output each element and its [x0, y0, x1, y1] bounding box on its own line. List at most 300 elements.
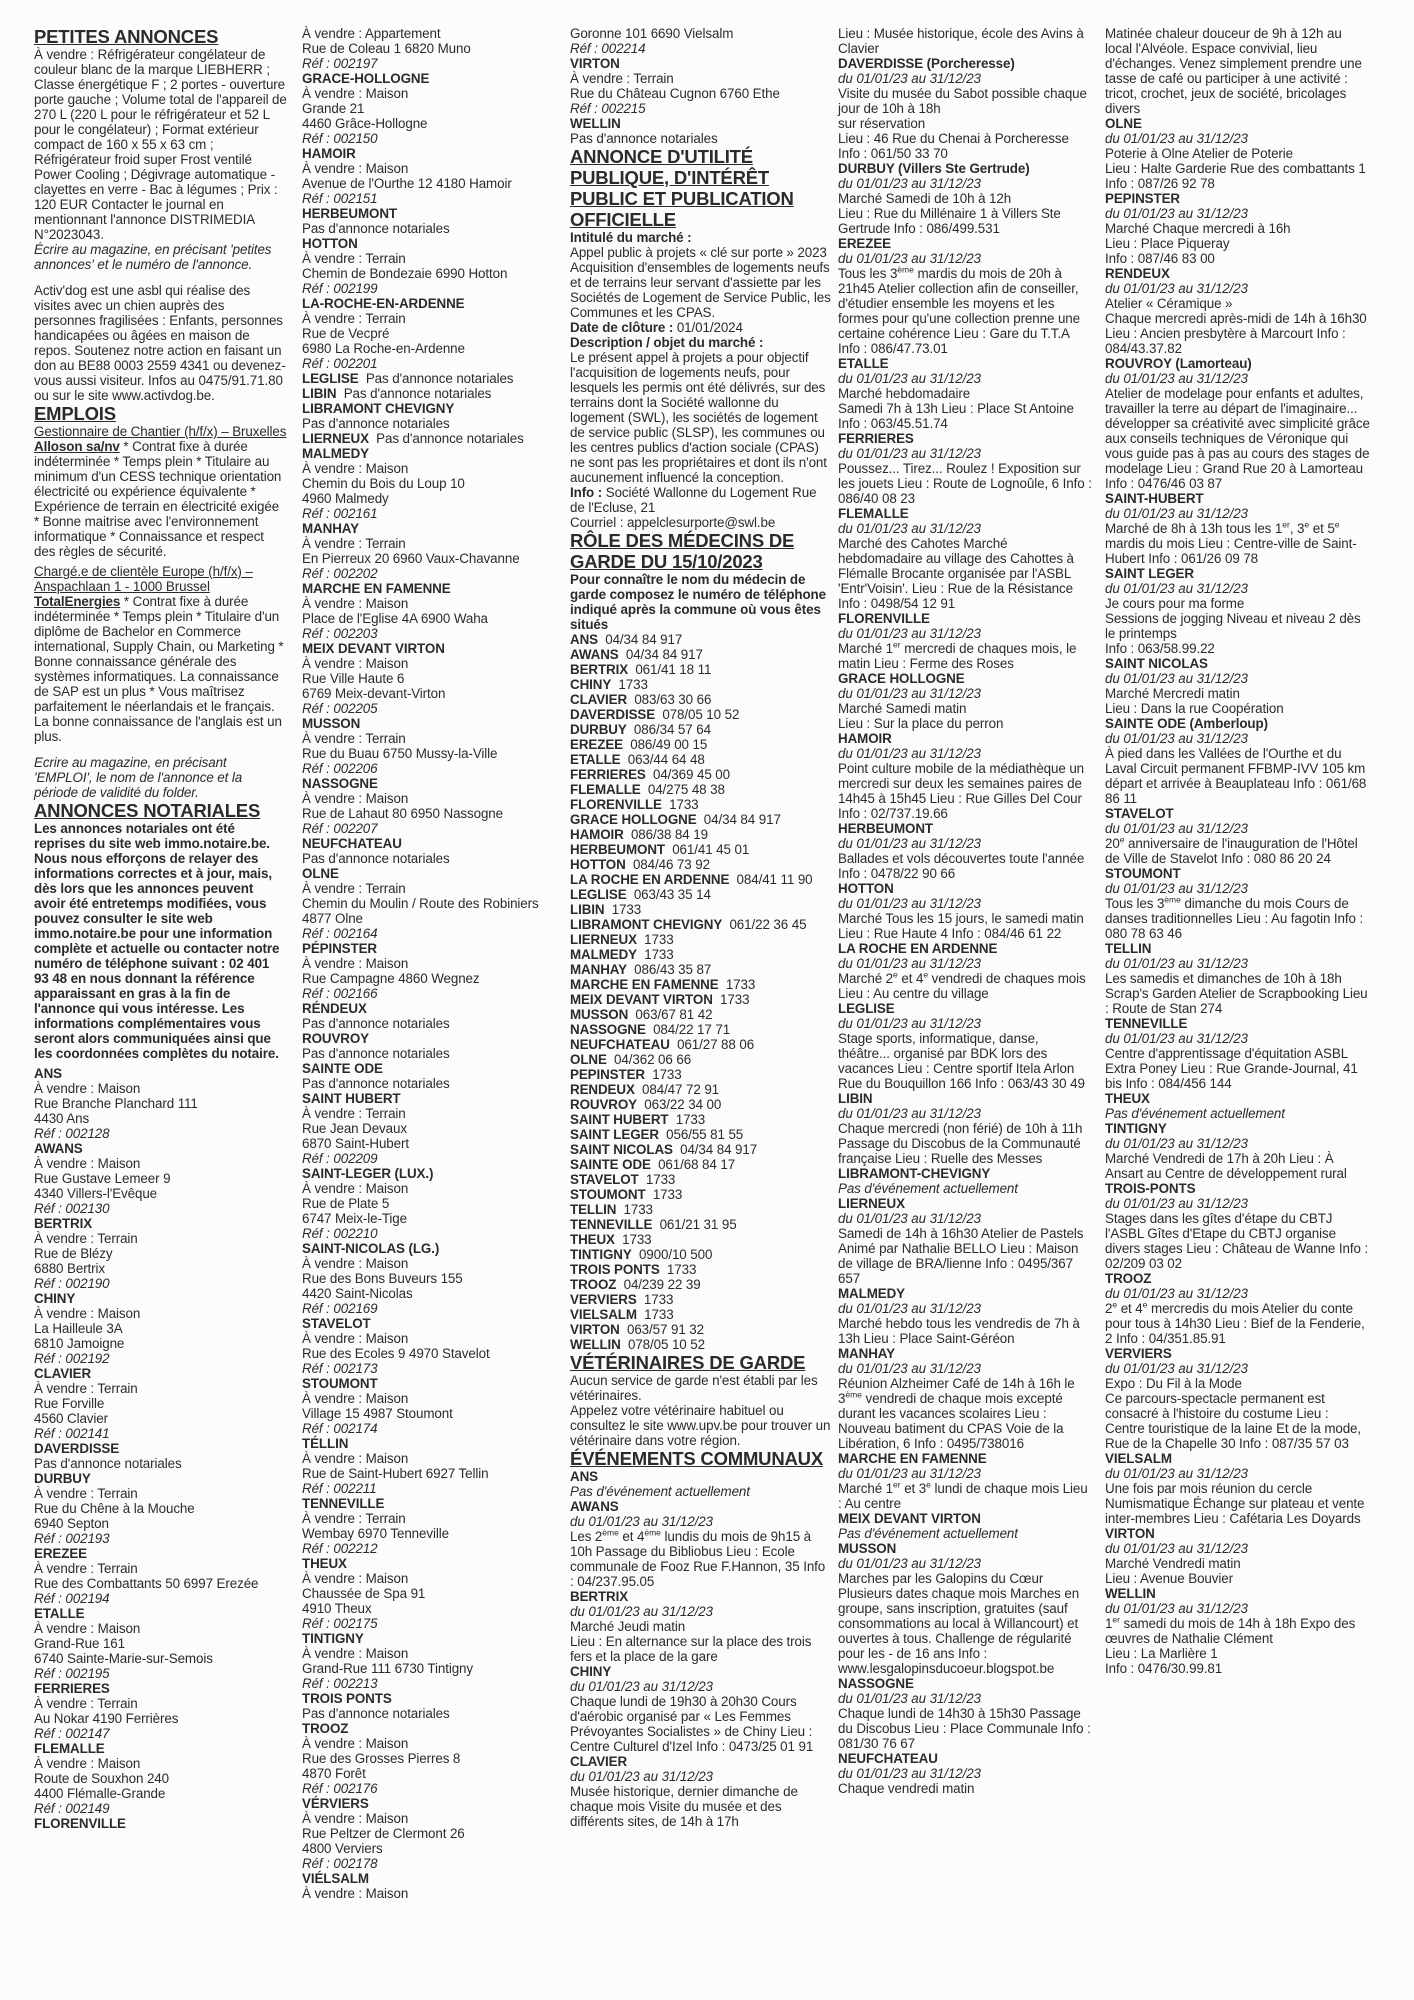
inline-row: DAVERDISSE 078/05 10 52	[570, 707, 740, 722]
ref-number: Réf : 002169	[302, 1301, 378, 1316]
paragraph: Marché Vendredi de 17h à 20h Lieu : À Ansart au Centre de développement rural	[1105, 1151, 1347, 1181]
text-line: Rue Peltzer de Clermont 26	[302, 1826, 465, 1841]
paragraph: Visite du musée du Sabot possible chaque jour de 10h à 18h	[838, 86, 1087, 116]
city-name: VÉRVIERS	[302, 1796, 369, 1811]
text-line: 6740 Sainte-Marie-sur-Semois	[34, 1651, 213, 1666]
event-date: du 01/01/23 au 31/12/23	[1105, 1361, 1248, 1376]
row-name: MUSSON	[570, 1007, 629, 1022]
text-line: À vendre : Terrain	[34, 1696, 138, 1711]
paragraph: Centre d'apprentissage d'équitation ASBL Extra Poney Lieu : Rue Grande-Journal, 41 bis Info : 084/456 144	[1105, 1046, 1358, 1091]
text-line: À vendre : Terrain	[302, 731, 406, 746]
city-name: CHINY	[570, 1664, 612, 1679]
inline-row: TENNEVILLE 061/21 31 95	[570, 1217, 737, 1232]
paragraph: Point culture mobile de la médiathèque un mercredi sur deux les semaines paires de 14h45 à 15h45 Lieu : Rue Gilles Del Cour Info : 02/737.19.66	[838, 761, 1085, 821]
row-name: NEUFCHATEAU	[570, 1037, 670, 1052]
text-line: Wembay 6970 Tenneville	[302, 1526, 449, 1541]
ref-number: Réf : 002213	[302, 1676, 378, 1691]
city-name: LEGLISE	[838, 1001, 895, 1016]
city-name: TINTIGNY	[1105, 1121, 1167, 1136]
paragraph: Atelier de modelage pour enfants et adultes, travailler la terre au départ de l'imaginaire... développer sa créativité avec simplicité grâce aux conseils techniques de Véronique qui vous guide pas à pas au cours des stages de modelage Lieu : Grand Rue 20 à Lamorteau Info : 0476/46 03 87	[1105, 386, 1370, 491]
text-line: Rue Branche Planchard 111	[34, 1096, 198, 1111]
text-line: Rue du Chêne à la Mouche	[34, 1501, 195, 1516]
text-line: À vendre : Maison	[302, 1256, 409, 1271]
event-date: du 01/01/23 au 31/12/23	[570, 1769, 713, 1784]
labeled-line: Date de clôture : 01/01/2024	[570, 320, 743, 335]
inline-row: OLNE 04/362 06 66	[570, 1052, 692, 1067]
text-line: Rue Ville Haute 6	[302, 671, 405, 686]
inline-row: WELLIN 078/05 10 52	[570, 1337, 705, 1352]
paragraph: Une fois par mois réunion du cercle Numismatique Échange sur plateau et vente inter-membres Lieu : Cafétaria Les Doyards	[1105, 1481, 1365, 1526]
text-line: À vendre : Maison	[302, 1451, 409, 1466]
row-name: FERRIERES	[570, 767, 646, 782]
text-line: sur réservation	[838, 116, 926, 131]
text-line: Rue de Plate 5	[302, 1196, 390, 1211]
paragraph: Marché 1er mercredi de chaques mois, le matin Lieu : Ferme des Roses	[838, 639, 1077, 671]
event-date: du 01/01/23 au 31/12/23	[838, 1301, 981, 1316]
text-line: À vendre : Terrain	[34, 1486, 138, 1501]
event-date: du 01/01/23 au 31/12/23	[1105, 581, 1248, 596]
paragraph: Les samedis et dimanches de 10h à 18h Scrap's Garden Atelier de Scrapbooking Lieu : Route de Stan 274	[1105, 971, 1368, 1016]
paragraph: Marché hebdo tous les vendredis de 7h à 13h Lieu : Place Saint-Géréon	[838, 1316, 1080, 1346]
inline-row: NASSOGNE 084/22 17 71	[570, 1022, 731, 1037]
paragraph: Ce parcours-spectacle permanent est consacré à l'histoire du costume Lieu : Centre touristique de la laine Et de la mode, Rue de la Chapelle 30 Info : 087/35 57 03	[1105, 1391, 1362, 1451]
row-name: HOTTON	[570, 857, 626, 872]
city-name: SAINT-HUBERT	[1105, 491, 1204, 506]
row-name: MEIX DEVANT VIRTON	[570, 992, 713, 1007]
text-line: Marché Samedi de 10h à 12h	[838, 191, 1012, 206]
section-heading: ANNONCES NOTARIALES	[34, 800, 261, 821]
event-date: du 01/01/23 au 31/12/23	[838, 746, 981, 761]
text-line: À vendre : Maison	[302, 656, 409, 671]
city-name: SAINT NICOLAS	[1105, 656, 1208, 671]
row-name: LIBIN	[570, 902, 605, 917]
section-heading: ÉVÉNEMENTS COMMUNAUX	[570, 1448, 823, 1469]
row-name: BERTRIX	[570, 662, 629, 677]
text-line: À vendre : Maison	[302, 1331, 409, 1346]
inline-row: AWANS 04/34 84 917	[570, 647, 703, 662]
city-name: THEUX	[302, 1556, 347, 1571]
column-4	[838, 26, 1094, 1796]
job-title: Chargé.e de clientèle Europe (h/f/x) – Anspachlaan 1 - 1000 Brussel	[34, 564, 253, 594]
event-date: du 01/01/23 au 31/12/23	[1105, 731, 1248, 746]
ref-number: Réf : 002199	[302, 281, 378, 296]
city-name: AWANS	[570, 1499, 619, 1514]
paragraph: Rue du Buau 6750 Mussy-la-Ville	[302, 746, 498, 761]
city-name: MALMEDY	[838, 1286, 905, 1301]
text-line: 4340 Villers-l'Evêque	[34, 1186, 158, 1201]
inline-row: SAINT NICOLAS 04/34 84 917	[570, 1142, 758, 1157]
city-name: FLEMALLE	[838, 506, 909, 521]
city-name: MARCHE EN FAMENNE	[302, 581, 451, 596]
paragraph: À pied dans les Vallées de l'Ourthe et du Laval Circuit permanent FFBMP-IVV 105 km départ et arrivée à Beauplateau Info : 061/68 86 11	[1105, 746, 1367, 806]
row-name: LIERNEUX	[302, 431, 369, 446]
text-line: Atelier « Céramique »	[1105, 296, 1233, 311]
city-name: GRACE-HOLLOGNE	[302, 71, 430, 86]
row-name: TELLIN	[570, 1202, 617, 1217]
city-name: RENDEUX	[1105, 266, 1170, 281]
row-name: SAINT LEGER	[570, 1127, 659, 1142]
inline-row: HERBEUMONT 061/41 45 01	[570, 842, 750, 857]
section-heading: PETITES ANNONCES	[34, 26, 219, 47]
paragraph: À vendre : Réfrigérateur congélateur de couleur blanc de la marque LIEBHERR ; Classe énergétique F ; 2 portes - ouverture porte gauche ; Volume total de l'appareil de 270 L (220 L pour le réfrigérateur et 52 L pour le congélateur) ; Format extérieur compact de 160 x 55 x 63 cm ; Réfrigérateur froid super Frost ventilé Power Cooling ; Dégivrage automatique - clayettes en verre - Bac à légumes ; Prix : 120 EUR Contacter le journal en mentionnant l'annonce DISTRIMEDIA N°2023043.	[34, 47, 287, 242]
text-line: À vendre : Terrain	[302, 881, 406, 896]
text-line: Chaussée de Spa 91	[302, 1586, 426, 1601]
ref-number: Réf : 002130	[34, 1201, 110, 1216]
paragraph: Appelez votre vétérinaire habituel ou consultez le site www.upv.be pour trouver un vétérinaire dans votre région.	[570, 1403, 831, 1448]
paragraph: Ballades et vols découvertes toute l'année Info : 0478/22 90 66	[838, 851, 1085, 881]
event-date: du 01/01/23 au 31/12/23	[1105, 1031, 1248, 1046]
paragraph: Marché 1er et 3e lundi de chaque mois Lieu : Au centre	[838, 1479, 1088, 1511]
inline-row: SAINT LEGER 056/55 81 55	[570, 1127, 744, 1142]
event-date: du 01/01/23 au 31/12/23	[838, 1691, 981, 1706]
italic-note: Pas d'événement actuellement	[570, 1484, 750, 1499]
city-name: AWANS	[34, 1141, 83, 1156]
text-line: À vendre : Maison	[34, 1081, 141, 1096]
section-heading: VÉTÉRINAIRES DE GARDE	[570, 1352, 806, 1373]
italic-note: Écrire au magazine, en précisant 'petites annonces' et le numéro de l'annonce.	[34, 242, 272, 272]
paragraph: Rue de Lahaut 80 6950 Nassogne	[302, 806, 503, 821]
ref-number: Réf : 002164	[302, 926, 378, 941]
ref-number: Réf : 002178	[302, 1856, 378, 1871]
paragraph: 1er samedi du mois de 14h à 18h Expo des œuvres de Nathalie Clément	[1105, 1614, 1356, 1646]
column-3	[570, 26, 832, 1829]
entry-lead: Alloson sa/nv	[34, 439, 120, 454]
paragraph: Chemin du Moulin / Route des Robiniers 4877 Olne	[302, 896, 539, 926]
row-name: TINTIGNY	[570, 1247, 632, 1262]
text-line: Info : 0476/30.99.81	[1105, 1661, 1223, 1676]
paragraph: Lieu : Rue du Millénaire 1 à Villers Ste Gertrude Info : 086/499.531	[838, 206, 1061, 236]
text-line: Au Nokar 4190 Ferrières	[34, 1711, 179, 1726]
paragraph: Marché des Cahotes Marché hebdomadaire au village des Cahottes à Flémalle Brocante organisée par l'ASBL 'Entr'Voisin'. Lieu : Rue de la Résistance Info : 0498/54 12 91	[838, 536, 1074, 611]
paragraph: Poussez... Tirez... Roulez ! Exposition sur les jouets Lieu : Route de Lognoûle, 6 Info : 086/40 08 23	[838, 461, 1092, 506]
paragraph: Réunion Alzheimer Café de 14h à 16h le 3ème vendredi de chaque mois excepté durant les vacances scolaires Lieu : Nouveau batiment du CPAS Voie de la Libération, 6 Info : 0495/738016	[838, 1376, 1075, 1451]
event-date: du 01/01/23 au 31/12/23	[1105, 131, 1248, 146]
text-line: Expo : Du Fil à la Mode	[1105, 1376, 1242, 1391]
paragraph: Aucun service de garde n'est établi par les vétérinaires.	[570, 1373, 818, 1403]
city-name: TROOZ	[1105, 1271, 1152, 1286]
city-name: CLAVIER	[570, 1754, 628, 1769]
ref-number: Réf : 002174	[302, 1421, 378, 1436]
city-name: FLORENVILLE	[838, 611, 930, 626]
inline-row: TROOZ 04/239 22 39	[570, 1277, 701, 1292]
event-date: du 01/01/23 au 31/12/23	[838, 1211, 981, 1226]
ref-number: Réf : 002209	[302, 1151, 378, 1166]
inline-row: GRACE HOLLOGNE 04/34 84 917	[570, 812, 781, 827]
paragraph: Chemin de Bondezaie 6990 Hotton	[302, 266, 508, 281]
event-date: du 01/01/23 au 31/12/23	[1105, 1541, 1248, 1556]
paragraph: Tous les 3ème mardis du mois de 20h à 21h45 Atelier collection afin de conseiller, d'étudier ensemble les moyens et les formes pour qu'une collection prenne une certaine cohérence Lieu : Gare du T.T.A Info : 086/47.73.01	[838, 264, 1080, 356]
city-name: LA-ROCHE-EN-ARDENNE	[302, 296, 465, 311]
text-line: À vendre : Maison	[302, 161, 409, 176]
city-name: STOUMONT	[302, 1376, 378, 1391]
city-name: VERVIERS	[1105, 1346, 1172, 1361]
inline-row: STAVELOT 1733	[570, 1172, 676, 1187]
text-line: À vendre : Maison	[302, 461, 409, 476]
paragraph: Stages dans les gîtes d'étape du CBTJ l'ASBL Gîtes d'Etape du CBTJ organise divers stages Lieu : Château de Wanne Info : 02/209 03 02	[1105, 1211, 1369, 1271]
ref-number: Réf : 002212	[302, 1541, 378, 1556]
inline-row: TELLIN 1733	[570, 1202, 653, 1217]
city-name: OLNE	[1105, 116, 1142, 131]
paragraph: Les 2ème et 4ème lundis du mois de 9h15 à 10h Passage du Bibliobus Lieu : Ecole communale de Fooz Rue F.Hannon, 35 Info : 04/237.95.05	[570, 1527, 826, 1589]
italic-note: Pas d'événement actuellement	[1105, 1106, 1285, 1121]
city-name: ETALLE	[34, 1606, 85, 1621]
ref-number: Réf : 002195	[34, 1666, 110, 1681]
text-line: À vendre : Maison	[34, 1306, 141, 1321]
paragraph: 2e et 4e mercredis du mois Atelier du conte pour tous à 14h30 Lieu : Bief de la Fenderie, 2 Info : 04/351.85.91	[1105, 1299, 1365, 1346]
text-line: À vendre : Maison	[302, 1181, 409, 1196]
paragraph: Samedi 7h à 13h Lieu : Place St Antoine Info : 063/45.51.74	[838, 401, 1074, 431]
row-name: LIERNEUX	[570, 932, 637, 947]
ref-number: Réf : 002166	[302, 986, 378, 1001]
paragraph: Rue de Saint-Hubert 6927 Tellin	[302, 1466, 489, 1481]
city-name: LIBRAMONT CHEVIGNY	[302, 401, 455, 416]
city-name: SAINTE ODE (Amberloup)	[1105, 716, 1268, 731]
city-name: EREZEE	[838, 236, 891, 251]
row-name: CHINY	[570, 677, 612, 692]
row-name: STAVELOT	[570, 1172, 639, 1187]
column-1	[34, 26, 287, 1831]
row-name: HERBEUMONT	[570, 842, 665, 857]
ref-number: Réf : 002150	[302, 131, 378, 146]
inline-row: THEUX 1733	[570, 1232, 652, 1247]
row-name: THEUX	[570, 1232, 615, 1247]
paragraph: Chaque lundi de 19h30 à 20h30 Cours d'aérobic organisé par « Les Femmes Prévoyantes Socialistes » de Chiny Lieu : Centre Culturel d'Izel Info : 0473/25 01 91	[570, 1694, 814, 1754]
text-line: Pas d'annonce notariales	[570, 131, 718, 146]
inline-row: STOUMONT 1733	[570, 1187, 683, 1202]
ref-number: Réf : 002161	[302, 506, 378, 521]
paragraph: Chaque mercredi après-midi de 14h à 16h30 Lieu : Ancien presbytère à Marcourt Info : 084/43.37.82	[1105, 311, 1367, 356]
italic-note: Ecrire au magazine, en précisant 'EMPLOI', le nom de l'annonce et la période de validité du folder.	[34, 755, 243, 800]
ref-number: Réf : 002201	[302, 356, 378, 371]
labeled-line	[570, 335, 832, 350]
city-name: SAINT LEGER	[1105, 566, 1194, 581]
field-label: Intitulé du marché :	[570, 230, 692, 245]
ref-number: Réf : 002206	[302, 761, 378, 776]
inline-row: MARCHE EN FAMENNE 1733	[570, 977, 756, 992]
row-name: STOUMONT	[570, 1187, 646, 1202]
inline-row: TINTIGNY 0900/10 500	[570, 1247, 713, 1262]
text-line: Grand-Rue 161	[34, 1636, 126, 1651]
city-name: DURBUY	[34, 1471, 91, 1486]
city-name: MANHAY	[302, 521, 359, 536]
ref-number: Réf : 002190	[34, 1276, 110, 1291]
row-name: ROUVROY	[570, 1097, 638, 1112]
text-line: Pas d'annonce notariales	[302, 1016, 450, 1031]
ref-number: Réf : 002202	[302, 566, 378, 581]
city-name: STAVELOT	[1105, 806, 1174, 821]
text-line: À vendre : Terrain	[34, 1231, 138, 1246]
event-date: du 01/01/23 au 31/12/23	[1105, 881, 1248, 896]
text-line: Lieu : Sur la place du perron	[838, 716, 1004, 731]
text-line: Grande 21	[302, 101, 365, 116]
event-date: du 01/01/23 au 31/12/23	[838, 1556, 981, 1571]
inline-row: RENDEUX 084/47 72 91	[570, 1082, 720, 1097]
ref-number: Réf : 002211	[302, 1481, 377, 1496]
italic-note: Pas d'événement actuellement	[838, 1526, 1018, 1541]
paragraph: Tous les 3ème dimanche du mois Cours de danses traditionnelles Lieu : Au fagotin Info : 080 78 63 46	[1105, 894, 1364, 941]
field-label: Description / objet du marché :	[570, 335, 764, 350]
event-date: du 01/01/23 au 31/12/23	[1105, 206, 1248, 221]
city-name: WELLIN	[1105, 1586, 1156, 1601]
paragraph: Marché Tous les 15 jours, le samedi matin Lieu : Rue Haute 4 Info : 084/46 61 22	[838, 911, 1084, 941]
text-line: À vendre : Maison	[34, 1756, 141, 1771]
inline-row: LIBIN 1733	[570, 902, 642, 917]
row-name: GRACE HOLLOGNE	[570, 812, 697, 827]
inline-row: FLEMALLE 04/275 48 38	[570, 782, 725, 797]
city-name: TELLIN	[1105, 941, 1152, 956]
text-line: Marché Vendredi matin	[1105, 1556, 1241, 1571]
text-line: À vendre : Maison	[302, 956, 409, 971]
city-name: LIBRAMONT-CHEVIGNY	[838, 1166, 991, 1181]
inline-row: ETALLE 063/44 64 48	[570, 752, 705, 767]
row-name: RENDEUX	[570, 1082, 635, 1097]
paragraph: Appel public à projets « clé sur porte » 2023 Acquisition d'ensembles de logements neufs et de terrains leur servant d'assiette par les Sociétés de Logement de Service Public, les Communes et les CPAS.	[570, 245, 831, 320]
city-name: ANS	[570, 1469, 598, 1484]
city-name: HERBEUMONT	[838, 821, 933, 836]
ref-number: Réf : 002128	[34, 1126, 110, 1141]
paragraph: Rue du Château Cugnon 6760 Ethe	[570, 86, 780, 101]
event-date: du 01/01/23 au 31/12/23	[838, 446, 981, 461]
text-line: Pas d'annonce notariales	[302, 1706, 450, 1721]
ref-number: Réf : 002173	[302, 1361, 378, 1376]
labeled-line: Info : Société Wallonne du Logement Rue de l'Ecluse, 21	[570, 485, 817, 515]
paragraph: Lieu : Halte Garderie Rue des combattants 1 Info : 087/26 92 78	[1105, 161, 1366, 191]
text-line: Lieu : Place Piqueray	[1105, 236, 1230, 251]
city-name: LIERNEUX	[838, 1196, 905, 1211]
city-name: NEUFCHATEAU	[838, 1751, 938, 1766]
city-name: SAINT-NICOLAS (LG.)	[302, 1241, 440, 1256]
event-date: du 01/01/23 au 31/12/23	[838, 1016, 981, 1031]
text-line: 4420 Saint-Nicolas	[302, 1286, 413, 1301]
city-name: ANS	[34, 1066, 62, 1081]
event-date: du 01/01/23 au 31/12/23	[838, 836, 981, 851]
text-line: À vendre : Maison	[302, 86, 409, 101]
paragraph: Avenue de l'Ourthe 12 4180 Hamoir	[302, 176, 512, 191]
row-name: LA ROCHE EN ARDENNE	[570, 872, 730, 887]
city-name: FERRIERES	[34, 1681, 110, 1696]
text-line: Marché Samedi matin	[838, 701, 967, 716]
row-name: LEGLISE	[570, 887, 627, 902]
text-line: Pas d'annonce notariales	[302, 221, 450, 236]
row-name: SAINTE ODE	[570, 1157, 651, 1172]
event-date: du 01/01/23 au 31/12/23	[838, 176, 981, 191]
city-name: SAINTE ODE	[302, 1061, 383, 1076]
text-line: 6810 Jamoigne	[34, 1336, 125, 1351]
paragraph: En Pierreux 20 6960 Vaux-Chavanne	[302, 551, 520, 566]
ref-number: Réf : 002203	[302, 626, 378, 641]
row-name: PEPINSTER	[570, 1067, 645, 1082]
paragraph: Courriel : appelclesurporte@swl.be	[570, 515, 776, 530]
city-name: THEUX	[1105, 1091, 1150, 1106]
city-name: MANHAY	[838, 1346, 895, 1361]
row-name: LIBIN	[302, 386, 337, 401]
paragraph: Le présent appel à projets a pour objectif l'acquisition de logements neufs, pour lesquels les permis ont été délivrés, sur des terrains dont la Société wallonne du logement (SWL), les sociétés de logement de service public (SLSP), les communes ou les centres publics d'action sociale (CPAS) ne sont pas les propriétaires et dont ils n'ont aucunement influencé la conception.	[570, 350, 827, 485]
text-line: À vendre : Terrain	[302, 1511, 406, 1526]
city-name: STAVELOT	[302, 1316, 371, 1331]
text-line: La Hailleule 3A	[34, 1321, 123, 1336]
city-name: PÉPINSTER	[302, 941, 377, 956]
city-name: HOTTON	[838, 881, 894, 896]
text-line: Goronne 101 6690 Vielsalm	[570, 26, 734, 41]
text-line: À vendre : Terrain	[302, 536, 406, 551]
text-line: À vendre : Maison	[34, 1156, 141, 1171]
inline-row: EREZEE 086/49 00 15	[570, 737, 708, 752]
event-date: du 01/01/23 au 31/12/23	[838, 626, 981, 641]
text-line: Rue des Bons Buveurs 155	[302, 1271, 463, 1286]
city-name: EREZEE	[34, 1546, 87, 1561]
ref-number: Réf : 002176	[302, 1781, 378, 1796]
text-line: 4460 Grâce-Hollogne	[302, 116, 428, 131]
text-line: Lieu : Dans la rue Coopération	[1105, 701, 1284, 716]
city-name: MALMEDY	[302, 446, 369, 461]
city-name: HERBEUMONT	[302, 206, 397, 221]
row-name: CLAVIER	[570, 692, 628, 707]
row-name: NASSOGNE	[570, 1022, 646, 1037]
text-line: 4800 Verviers	[302, 1841, 383, 1856]
event-date: du 01/01/23 au 31/12/23	[1105, 821, 1248, 836]
event-date: du 01/01/23 au 31/12/23	[838, 1466, 981, 1481]
text-line: À vendre : Maison	[302, 1886, 409, 1901]
row-name: FLEMALLE	[570, 782, 641, 797]
text-line: À vendre : Maison	[302, 596, 409, 611]
text-line: Rue de Blézy	[34, 1246, 113, 1261]
row-name: SAINT HUBERT	[570, 1112, 669, 1127]
row-name: MANHAY	[570, 962, 627, 977]
event-date: du 01/01/23 au 31/12/23	[1105, 1601, 1248, 1616]
text-line: 6747 Meix-le-Tige	[302, 1211, 407, 1226]
city-name: MEIX DEVANT VIRTON	[838, 1511, 981, 1526]
inline-row: LA ROCHE EN ARDENNE 084/41 11 90	[570, 872, 813, 887]
ref-number: Réf : 002149	[34, 1801, 110, 1816]
text-line: 6870 Saint-Hubert	[302, 1136, 409, 1151]
paragraph: Marché de 8h à 13h tous les 1er, 3e et 5e mardis du mois Lieu : Centre-ville de Saint-Hubert Info : 061/26 09 78	[1105, 519, 1357, 566]
event-date: du 01/01/23 au 31/12/23	[1105, 1196, 1248, 1211]
city-name: LIBIN	[838, 1091, 873, 1106]
paragraph: Marché 2e et 4e vendredi de chaques mois Lieu : Au centre du village	[838, 969, 1086, 1001]
text-line: Rue de Vecpré	[302, 326, 390, 341]
inline-row: MALMEDY 1733	[570, 947, 674, 962]
event-date: du 01/01/23 au 31/12/23	[838, 521, 981, 536]
city-name: HOTTON	[302, 236, 358, 251]
row-name: EREZEE	[570, 737, 623, 752]
text-line: À vendre : Terrain	[302, 311, 406, 326]
section-heading: EMPLOIS	[34, 403, 116, 424]
text-line: À vendre : Appartement	[302, 26, 441, 41]
italic-note: Pas d'événement actuellement	[838, 1181, 1018, 1196]
paragraph: Marches par les Galopins du Cœur Plusieurs dates chaque mois Marches en groupe, sans inscription, gratuites (sauf consommations au local à Willancourt) et ouvertes à tous. Challenge de régularité pour les - de 16 ans Info : www.lesgalopinsducoeur.blogspot.be	[838, 1571, 1080, 1676]
entry-lead: TotalEnergies	[34, 594, 121, 609]
text-line: 6769 Meix-devant-Virton	[302, 686, 446, 701]
text-line: Route de Souxhon 240	[34, 1771, 169, 1786]
text-line: 4870 Forêt	[302, 1766, 366, 1781]
row-name: ANS	[570, 632, 598, 647]
inline-row: HAMOIR 086/38 84 19	[570, 827, 708, 842]
city-name: CLAVIER	[34, 1366, 92, 1381]
text-line: Info : 061/50 33 70	[838, 146, 948, 161]
text-line: À vendre : Terrain	[302, 251, 406, 266]
row-name: HAMOIR	[570, 827, 624, 842]
text-line: Info : 087/46 83 00	[1105, 251, 1215, 266]
text-line: Je cours pour ma forme	[1105, 596, 1245, 611]
text-line: Rue des Grosses Pierres 8	[302, 1751, 461, 1766]
text-line: 6980 La Roche-en-Ardenne	[302, 341, 465, 356]
city-name: TINTIGNY	[302, 1631, 364, 1646]
paragraph: Lieu : Musée historique, école des Avins à Clavier	[838, 26, 1084, 56]
text-line: Pas d'annonce notariales	[34, 1456, 182, 1471]
city-name: RÉNDEUX	[302, 1001, 367, 1016]
inline-row: SAINT HUBERT 1733	[570, 1112, 706, 1127]
job-title: Gestionnaire de Chantier (h/f/x) – Bruxelles	[34, 424, 287, 439]
